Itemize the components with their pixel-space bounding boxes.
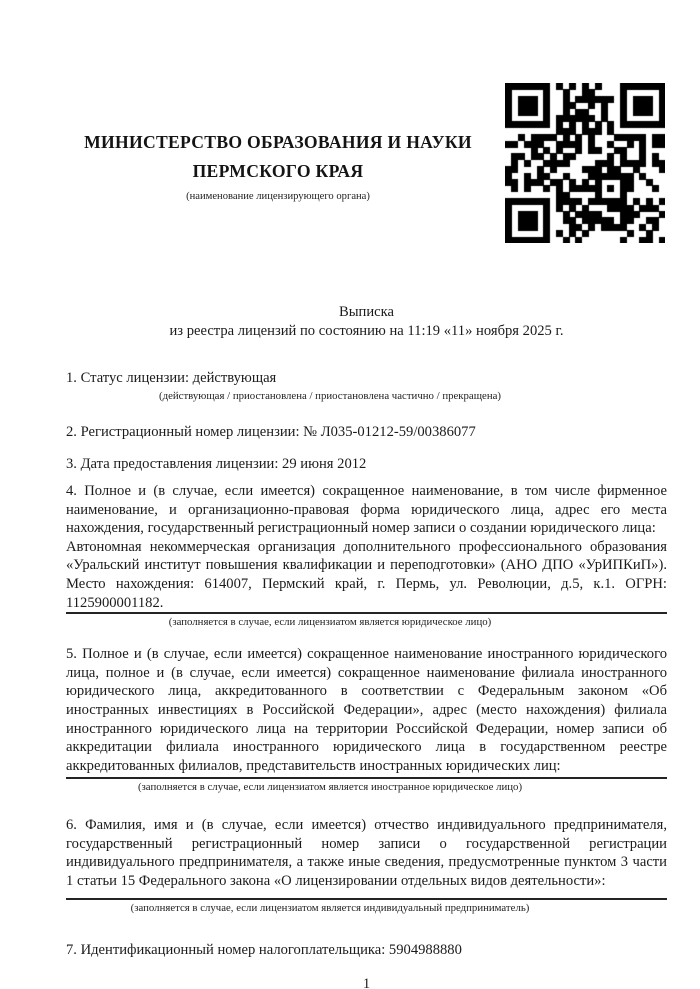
item-6-caption: (заполняется в случае, если лицензиатом является индивидуальный предприниматель) bbox=[130, 901, 530, 914]
doc-title-line1: Выписка bbox=[339, 304, 394, 320]
item-2-registration-number: 2. Регистрационный номер лицензии: № Л035-01212-59/00386077 bbox=[66, 423, 476, 440]
item-4-divider bbox=[66, 612, 667, 614]
item-6-divider bbox=[66, 898, 667, 900]
ministry-name-line1: МИНИСТЕРСТВО ОБРАЗОВАНИЯ И НАУКИ bbox=[84, 132, 472, 152]
doc-title bbox=[66, 303, 667, 340]
ministry-name-line2: ПЕРМСКОГО КРАЯ bbox=[192, 161, 364, 181]
item-5-caption: (заполняется в случае, если лицензиатом является иностранное юридическое лицо) bbox=[137, 781, 523, 794]
document-body bbox=[66, 303, 667, 989]
item-1-caption: (действующая / приостановлена / приостановлена частично / прекращена) bbox=[159, 389, 501, 402]
item-5-foreign-entity-label: 5. Полное и (в случае, если имеется) сокращенное наименование иностранного юридического лица, полное и (в случае, если имеется) сокращенное наименование филиала иностранного юридического лица, аккредитованного в соответствии с Федеральным законом «Об иностранных инвестициях в Российской Федерации», адрес (место нахождения) филиала иностранного юридического лица на территории Российской Федерации, номер записи об аккредитации филиала иностранного юридического лица в государственном реестре аккредитованных филиалов, представительств иностранных юридических лиц: bbox=[66, 646, 667, 774]
ministry-header bbox=[66, 128, 490, 203]
item-6-entrepreneur-label: 6. Фамилия, имя и (в случае, если имеется) отчество индивидуального предпринимателя, государственный регистрационный номер записи о государственной регистрации индивидуального предпринимателя, а также иные сведения, предусмотренные пунктом 3 части 1 статьи 15 Федерального закона «О лицензировании отдельных видов деятельности»: bbox=[66, 817, 667, 890]
item-4-legal-entity-label: 4. Полное и (в случае, если имеется) сокращенное наименование, в том числе фирменное наименование, и организационно-правовая форма юридического лица, адрес его места нахождения, государственный регистрационный номер записи о создании юридического лица: bbox=[66, 482, 667, 537]
item-4-legal-entity-value: Автономная некоммерческая организация дополнительного профессионального образования «Уральский институт повышения квалификации и переподготовки» (АНО ДПО «УрИПКиП»). Место нахождения: 614007, Пермский край, г. Пермь, ул. Революции, д.5, к.1. ОГРН: 1125900001182. bbox=[66, 538, 667, 611]
item-3-grant-date: 3. Дата предоставления лицензии: 29 июня 2012 bbox=[66, 456, 367, 473]
item-4-caption: (заполняется в случае, если лицензиатом является юридическое лицо) bbox=[168, 616, 492, 629]
doc-title-line2: из реестра лицензий по состоянию на 11:19 «11» ноября 2025 г. bbox=[169, 322, 564, 339]
ministry-caption: (наименование лицензирующего органа) bbox=[186, 191, 370, 202]
item-5-divider bbox=[66, 777, 667, 779]
page-number: 1 bbox=[362, 976, 371, 989]
qr-code-image bbox=[505, 83, 665, 243]
item-7-taxpayer-number: 7. Идентификационный номер налогоплательщика: 5904988880 bbox=[66, 941, 462, 958]
qr-code bbox=[505, 83, 665, 243]
item-1-license-status: 1. Статус лицензии: действующая bbox=[66, 370, 277, 387]
